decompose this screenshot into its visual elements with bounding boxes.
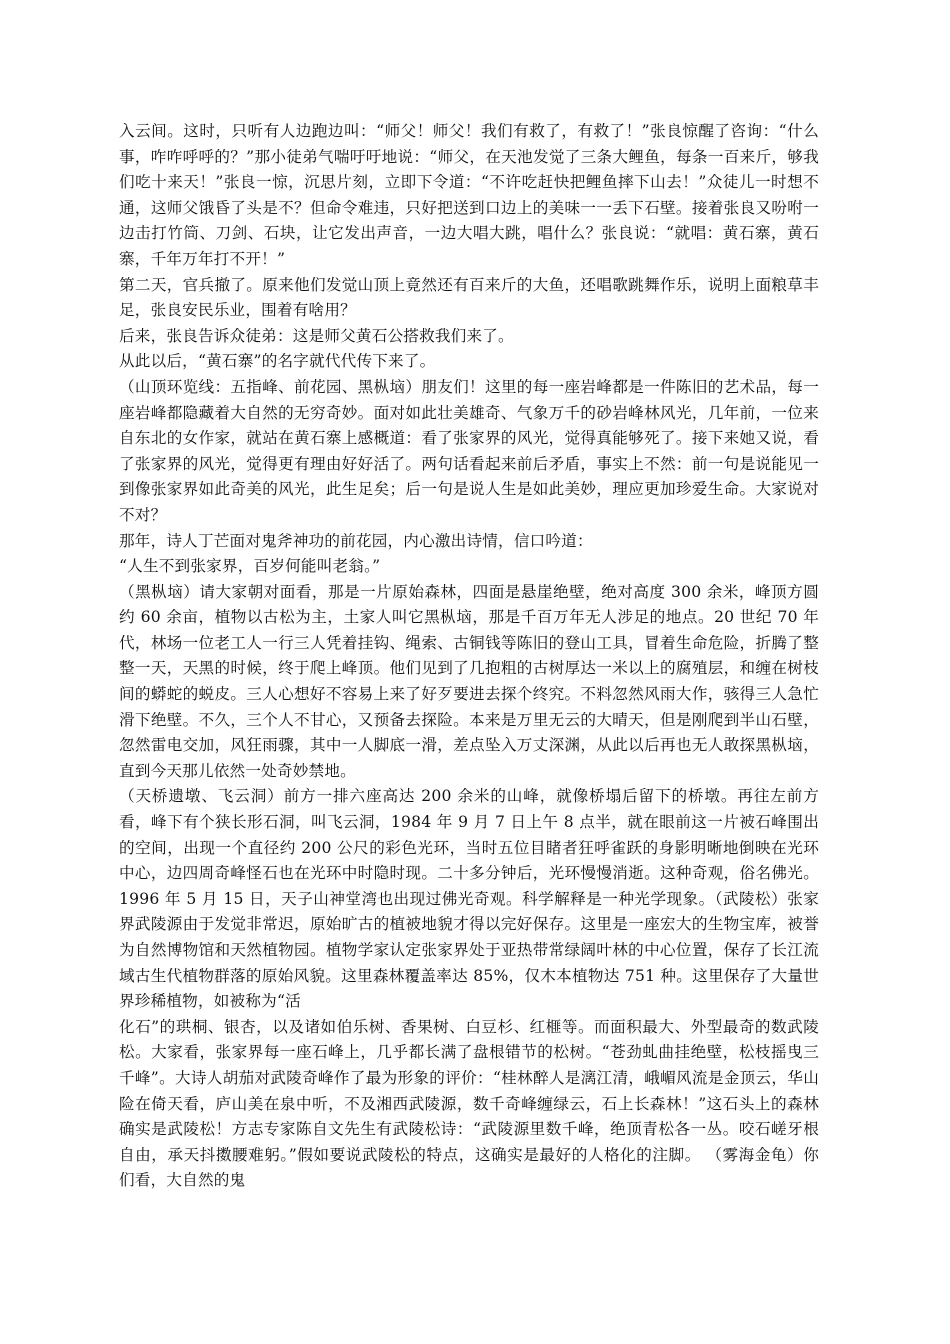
paragraph-1: 入云间。这时，只听有人边跑边叫：“师父！师父！我们有救了，有救了！”张良惊醒了咨询：“什么事，咋咋呼呼的？”那小徒弟气喘吁吁地说：“师父，在天池发觉了三条大鲤鱼，每条一百来斤，够我们吃十来天！”张良一惊，沉思片刻，立即下令道：“不许吃赶快把鲤鱼摔下山去！”众徒儿一时想不通，这师父饿昏了头是不？但命令难违，只好把送到口边上的美味一一丢下石壁。接着张良又吩咐一边击打竹筒、刀剑、石块，让它发出声音，一边大唱大跳，唱什么？张良说：“就唱：黄石寨，黄石寨，千年万年打不开！”: [119, 122, 819, 268]
paragraph-10: 化石”的珙桐、银杏，以及诸如伯乐树、香果树、白豆杉、红榧等。而面积最大、外型最奇的数武陵松。大家看，张家界每一座石峰上，几乎都长满了盘根错节的松树。“苍劲虬曲挂绝壁，松枝摇曳三千峰”。大诗人胡茄对武陵奇峰作了最为形象的评价：“桂林醉人是漓江清，峨嵋风流是金顶云，华山险在倚天看，庐山美在泉中听，不及湘西武陵源，数千奇峰缠绿云，石上长森林！”这石头上的森林确实是武陵松！方志专家陈自文先生有武陵松诗：“武陵源里数千峰，绝顶青松各一丛。咬石嵯牙根自由，承天抖擞腰难躬。”假如要说武陵松的特点，这确实是最好的人格化的注脚。 （雾海金龟）你们看，大自然的鬼: [119, 1017, 819, 1190]
paragraph-2: 第二天，官兵撤了。原来他们发觉山顶上竟然还有百来斤的大鱼，还唱歌跳舞作乐，说明上面粮草丰足，张良安民乐业，围着有啥用？: [119, 275, 819, 320]
paragraph-9: （天桥遗墩、飞云洞）前方一排六座高达 200 余米的山峰，就像桥塌后留下的桥墩。再往左前方看，峰下有个狭长形石洞，叫飞云洞，1984 年 9 月 7 日上午 8 点半，就在眼前这一片被石峰围出的空间，出现一个直径约 200 公尺的彩色光环，当时五位目睹者狂呼雀跃的身影明晰地倒映在光环中心，边四周奇峰怪石也在光环中时隐时现。二十多分钟后，光环慢慢消逝。这种奇观，俗名佛光。1996 年 5 月 15 日，天子山神堂湾也出现过佛光奇观。科学解释是一种光学现象。（武陵松）张家界武陵源由于发觉非常迟，原始旷古的植被地貌才得以完好保存。这里是一座宏大的生物宝库，被誉为自然博物馆和天然植物园。植物学家认定张家界处于亚热带常绿阔叶林的中心位置，保存了长江流域古生代植物群落的原始风貌。这里森林覆盖率达 85%，仅木本植物达 751 种。这里保存了大量世界珍稀植物，如被称为“活: [119, 787, 819, 1011]
document-body: [119, 119, 819, 1194]
paragraph-7: “人生不到张家界，百岁何能叫老翁。”: [119, 557, 381, 576]
paragraph-8: （黑枞垴）请大家朝对面看，那是一片原始森林，四面是悬崖绝壁，绝对高度 300 余米，峰顶方圆约 60 余亩，植物以古松为主，土家人叫它黑枞垴，那是千百万年无人涉足的地点。20 世纪 70 年代，林场一位老工人一行三人凭着挂钩、绳索、古铜钱等陈旧的登山工具，冒着生命危险，折腾了整整一天，天黑的时候，终于爬上峰顶。他们见到了几抱粗的古树厚达一米以上的腐殖层，和缠在树枝间的蟒蛇的蜕皮。三人心想好不容易上来了好歹要进去探个终究。不料忽然风雨大作，骇得三人急忙滑下绝壁。不久，三个人不甘心，又预备去探险。本来是万里无云的大晴天，但是刚爬到半山石壁，忽然雷电交加，风狂雨骤，其中一人脚底一滑，差点坠入万丈深渊，从此以后再也无人敢探黑枞垴，直到今天那儿依然一处奇妙禁地。: [119, 582, 819, 780]
paragraph-3: 后来，张良告诉众徒弟：这是师父黄石公搭救我们来了。: [119, 326, 514, 345]
paragraph-6: 那年，诗人丁芒面对鬼斧神功的前花园，内心激出诗情，信口吟道：: [119, 531, 593, 550]
paragraph-4: 从此以后，“黄石寨”的名字就代代传下来了。: [119, 352, 436, 371]
paragraph-5: （山顶环览线：五指峰、前花园、黑枞垴）朋友们！这里的每一座岩峰都是一件陈旧的艺术品，每一座岩峰都隐藏着大自然的无穷奇妙。面对如此壮美雄奇、气象万千的砂岩峰林风光，几年前，一位来自东北的女作家，就站在黄石寨上感概道：看了张家界的风光，觉得真能够死了。接下来她又说，看了张家界的风光，觉得更有理由好好活了。两句话看起来前后矛盾，事实上不然：前一句是说能见一到像张家界如此奇美的风光，此生足矣；后一句是说人生是如此美妙，理应更加珍爱生命。大家说对不对？: [119, 377, 819, 524]
